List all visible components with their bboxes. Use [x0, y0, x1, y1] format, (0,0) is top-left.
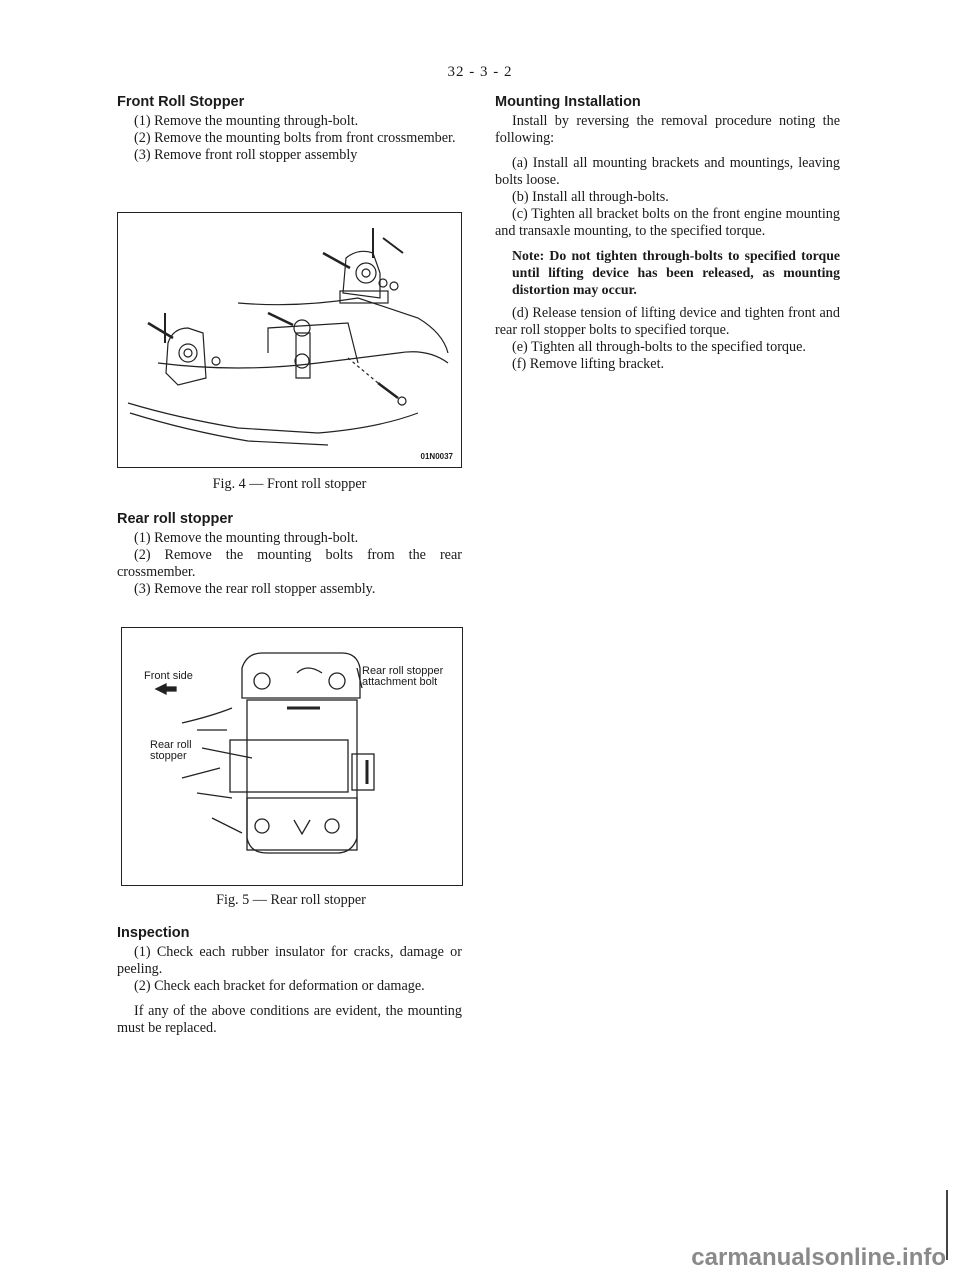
label-rear-roll-stopper: Rear roll stopper: [150, 739, 192, 762]
front-step-3: (3) Remove front roll stopper assembly: [134, 147, 358, 163]
install-step-e: (e) Tighten all through-bolts to the specified torque.: [512, 339, 806, 355]
front-step-2: (2) Remove the mounting bolts from front crossmember.: [134, 130, 456, 146]
inspection-step-2: (2) Check each bracket for deformation or damage.: [134, 978, 425, 994]
figure-5-rear-roll-stopper: [121, 627, 463, 886]
figure-4-front-roll-stopper: [117, 212, 462, 468]
front-step-1: (1) Remove the mounting through-bolt.: [134, 113, 359, 129]
figure-5-caption: Fig. 5 — Rear roll stopper: [216, 892, 366, 908]
inspection-section: [117, 925, 462, 1037]
install-step-c: (c) Tighten all bracket bolts on the front engine mounting and transaxle mounting, to the specified torque.: [495, 206, 840, 239]
install-step-d: (d) Release tension of lifting device and tighten front and rear roll stopper bolts to specified torque.: [495, 305, 840, 338]
label-front-side: Front side: [144, 670, 193, 682]
install-step-b: (b) Install all through-bolts.: [512, 189, 669, 205]
rear-step-2: (2) Remove the mounting bolts from the rear crossmember.: [117, 547, 462, 580]
rear-roll-stopper-heading: Rear roll stopper: [117, 511, 234, 527]
inspection-heading: Inspection: [117, 925, 190, 941]
install-step-f: (f) Remove lifting bracket.: [512, 356, 665, 372]
rear-step-3: (3) Remove the rear roll stopper assembly.: [134, 581, 376, 597]
install-note: Note: Do not tighten through-bolts to specified torque until lifting device has been released, as mounting distortion may occur.: [512, 248, 840, 297]
watermark: carmanualsonline.info: [691, 1244, 946, 1271]
install-intro: Install by reversing the removal procedure noting the following:: [495, 113, 840, 146]
rear-step-1: (1) Remove the mounting through-bolt.: [134, 530, 359, 546]
front-roll-stopper-section: [117, 94, 462, 164]
label-attachment-bolt: Rear roll stopper attachment bolt: [362, 665, 444, 688]
figure-4-code: 01N0037: [420, 452, 453, 461]
page-number: 32 - 3 - 2: [447, 64, 513, 80]
mounting-installation-heading: Mounting Installation: [495, 94, 641, 110]
mounting-installation-section: [495, 94, 840, 373]
front-roll-stopper-heading: Front Roll Stopper: [117, 94, 245, 110]
inspection-closing: If any of the above conditions are evident, the mounting must be replaced.: [117, 1003, 462, 1036]
front-roll-stopper-illustration: [118, 213, 461, 467]
rear-roll-stopper-section: [117, 511, 462, 598]
install-step-a: (a) Install all mounting brackets and mountings, leaving bolts loose.: [495, 155, 840, 188]
inspection-step-1: (1) Check each rubber insulator for cracks, damage or peeling.: [117, 944, 462, 977]
figure-4-caption: Fig. 4 — Front roll stopper: [212, 476, 367, 492]
page-edge-rule: [946, 1190, 948, 1260]
